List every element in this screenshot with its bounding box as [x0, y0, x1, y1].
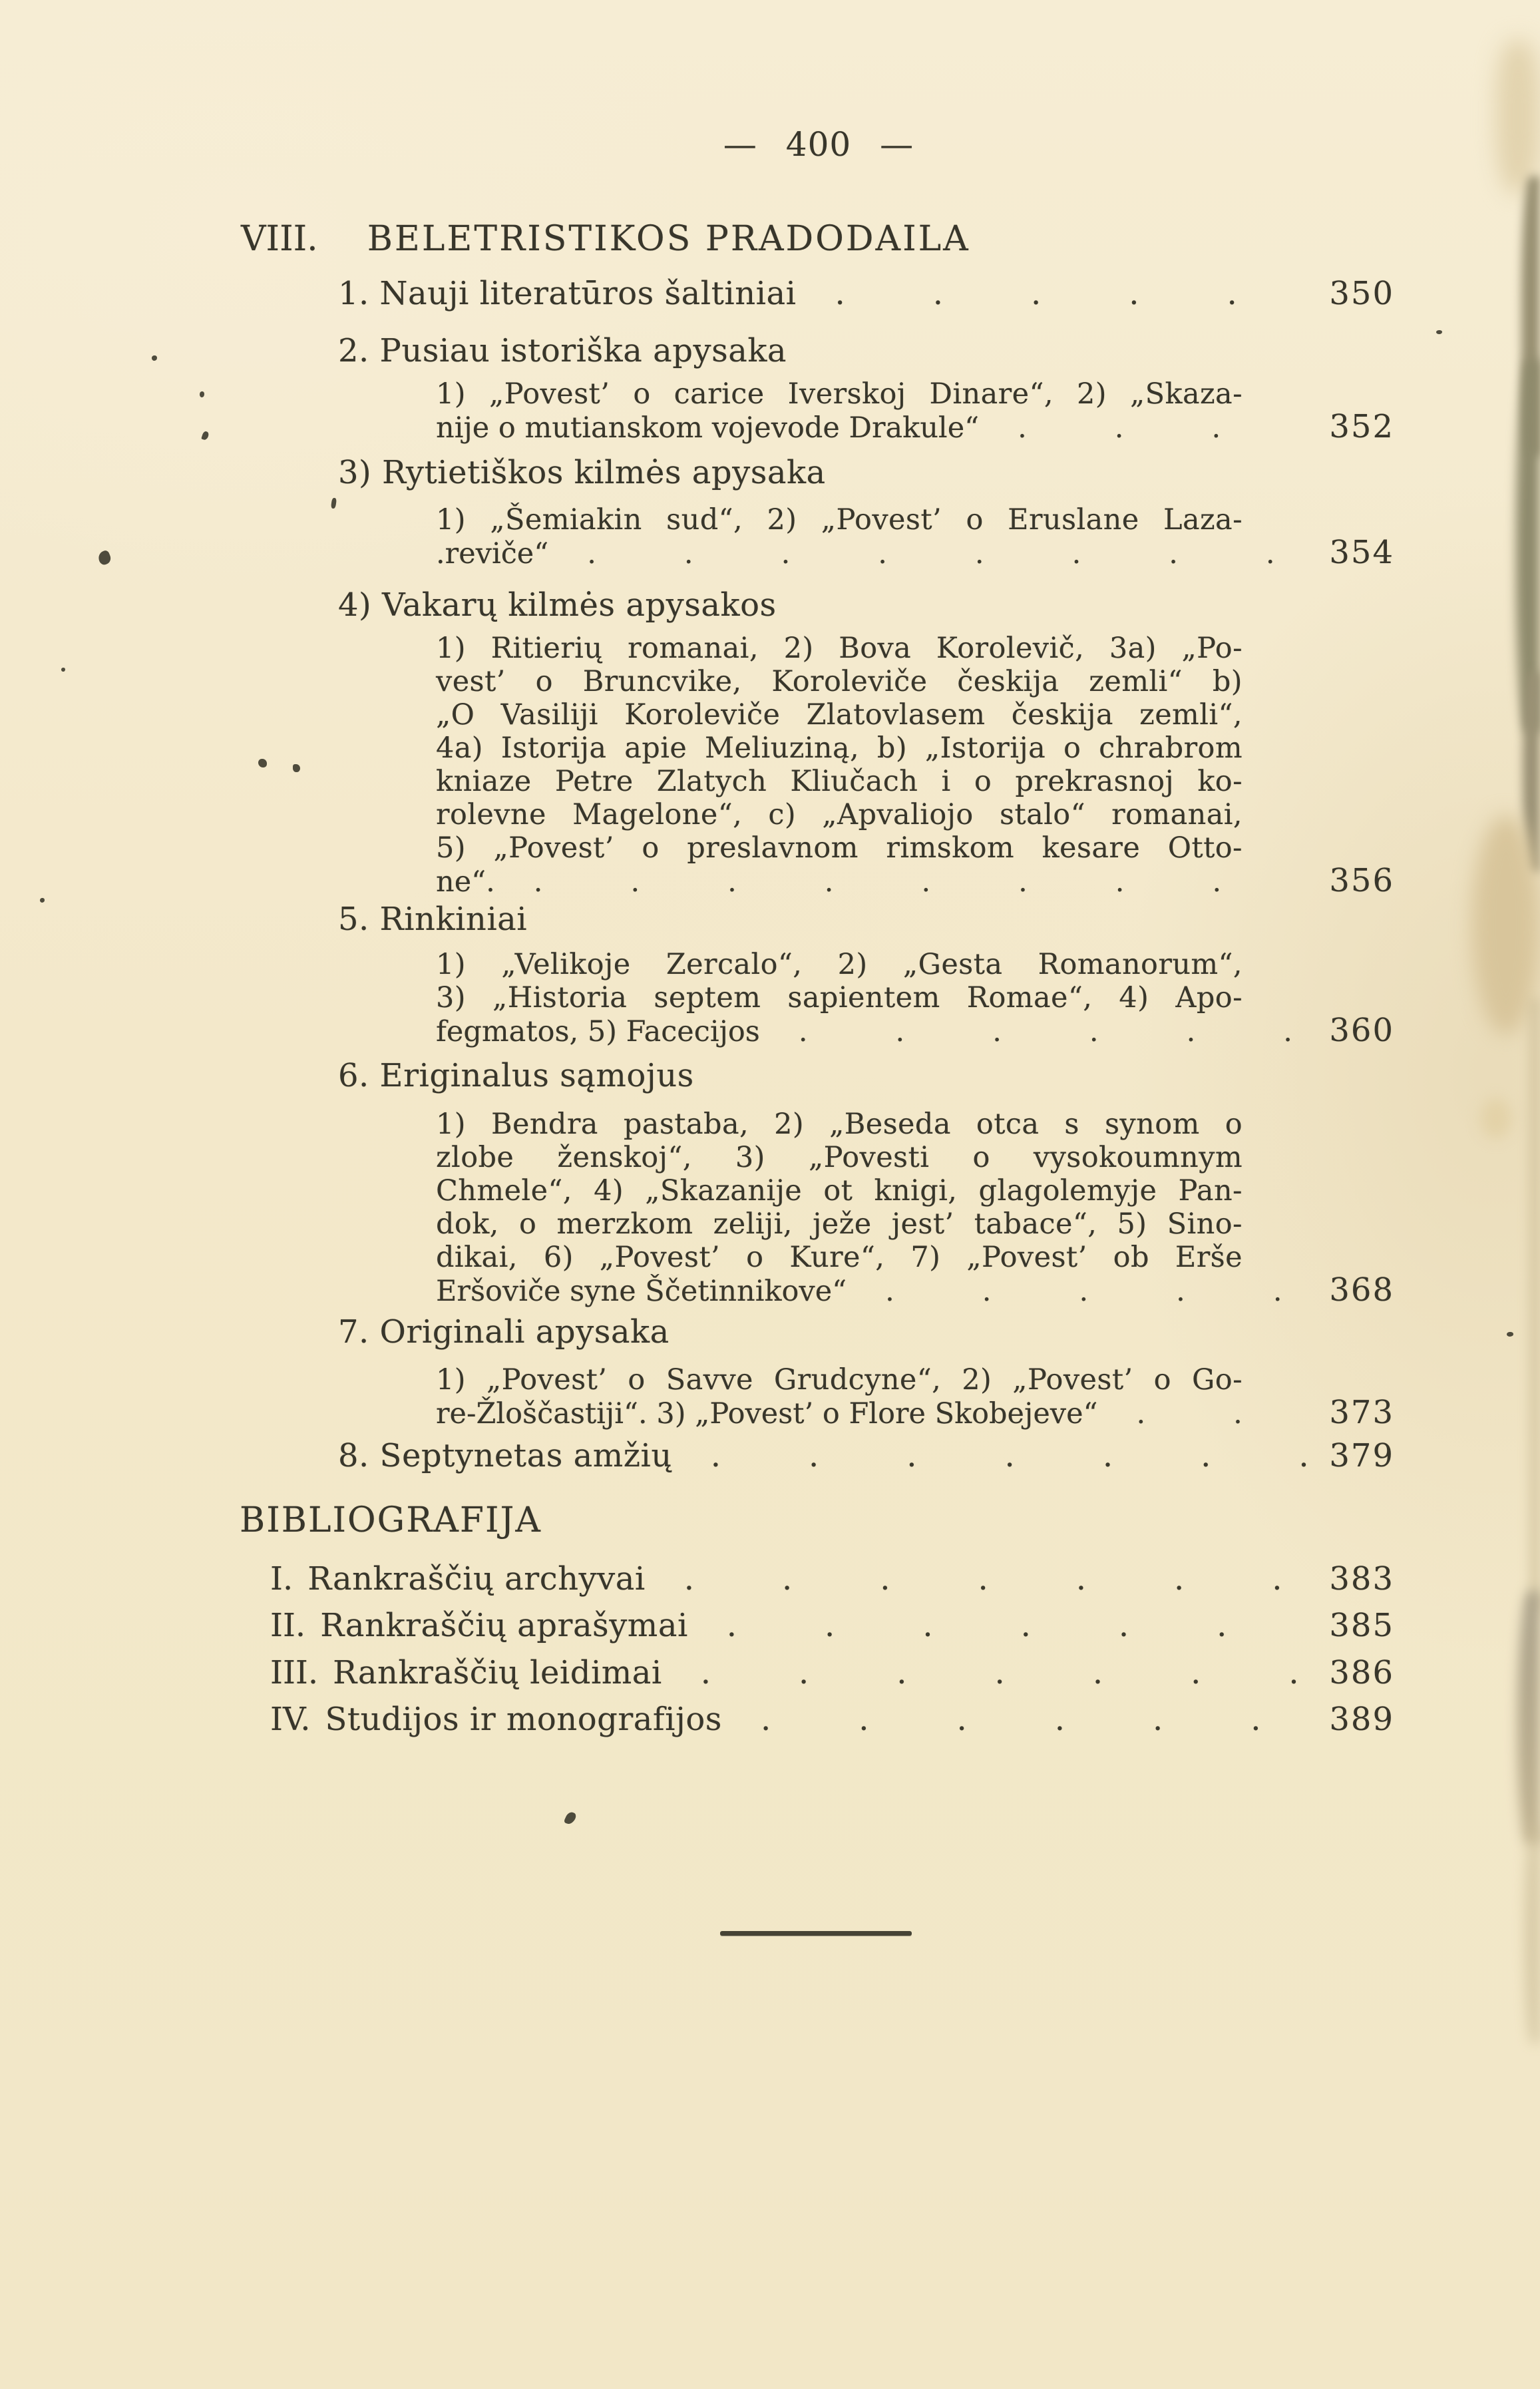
toc-subentry-text: Eršoviče syne Ščetinnikove“: [436, 1275, 847, 1308]
page-edge-stain: [1472, 815, 1540, 1035]
page-ref: 389: [1329, 1701, 1394, 1738]
toc-subentry-lastline: [436, 1394, 1394, 1431]
dot-leader: [885, 1275, 1310, 1308]
toc-entry: [338, 1057, 1394, 1094]
toc-subentry-text: fegmatos, 5) Facecijos: [436, 1015, 760, 1048]
page-ref: 350: [1329, 275, 1394, 312]
toc-entry-label: 3) Rytietiškos kilmės apysaka: [338, 454, 826, 491]
toc-subentry-text: nije o mutianskom vojevode Drakule“: [436, 411, 980, 445]
ink-speck: [40, 898, 45, 903]
dot-leader: [701, 1657, 1311, 1689]
dot-leader: [534, 865, 1311, 899]
ink-speck: [96, 549, 112, 566]
toc-subentry-block: [436, 632, 1394, 898]
page-edge-stain: [1481, 1098, 1511, 1138]
bibliography-entry: [270, 1607, 1394, 1644]
toc-entry: [338, 586, 1394, 624]
bibliography-entry-label: Rankraščių archyvai: [307, 1560, 646, 1598]
ink-speck: [1507, 1332, 1513, 1337]
toc-subentry-line: 1) „Povest’ o Savve Grudcyne“, 2) „Povest’ o Go-: [436, 1363, 1243, 1397]
toc-entry: [338, 454, 1394, 491]
toc-subentry-lastline: [436, 1014, 1394, 1048]
toc-subentry-line: dikai, 6) „Povest’ o Kure“, 7) „Povest’ ob Erše: [436, 1241, 1243, 1274]
dot-leader: [711, 1440, 1311, 1472]
dot-leader: [727, 1610, 1311, 1641]
toc-entry: [338, 332, 1394, 369]
toc-entry-label: 4) Vakarų kilmės apysakos: [338, 586, 777, 624]
bibliography-entry-numeral: I.: [270, 1560, 293, 1598]
toc-subentry-text: re-Žloščastiji“. 3) „Povest’ o Flore Skobejeve“: [436, 1397, 1098, 1430]
page-ref: 360: [1329, 1012, 1394, 1049]
ink-speck: [200, 391, 204, 397]
toc-subentry-line: rolevne Magelone“, c) „Apvaliojo stalo“ romanai,: [436, 798, 1243, 831]
dot-leader: [587, 537, 1310, 570]
dot-leader: [684, 1563, 1311, 1595]
page-ref: 379: [1329, 1437, 1394, 1474]
toc-entry-label: 5. Rinkiniai: [338, 901, 528, 938]
toc-subentry-line: Chmele“, 4) „Skazanije ot knigi, glagolemyje Pan-: [436, 1174, 1243, 1207]
bibliography-entry: [270, 1560, 1394, 1598]
chapter-title: BELETRISTIKOS PRADODAILA: [367, 219, 970, 259]
page-edge-shadow: [1517, 1591, 1540, 1844]
page-edge-shadow: [1496, 40, 1540, 193]
dot-leader: [835, 278, 1310, 310]
dot-leader: [1137, 1397, 1311, 1430]
chapter-heading: [241, 219, 970, 259]
toc-subentry-block: [436, 948, 1394, 1048]
page-edge-shadow: [1521, 176, 1540, 456]
bibliography-entry-label: Studijos ir monografijos: [325, 1701, 722, 1738]
toc-subentry-text: ne“.: [436, 865, 495, 899]
ink-speck: [201, 431, 210, 441]
page-ref: 352: [1329, 408, 1394, 445]
toc-subentry-lastline: [436, 862, 1394, 899]
toc-subentry-line: 1) „Velikoje Zercalo“, 2) „Gesta Romanorum“,: [436, 948, 1243, 981]
bibliography-entry-numeral: III.: [270, 1654, 319, 1691]
ink-speck: [152, 355, 157, 361]
bibliography-heading: BIBLIOGRAFIJA: [240, 1500, 542, 1540]
toc-subentry-line: 1) Ritierių romanai, 2) Bova Korolevič, 3a) „Po-: [436, 632, 1243, 665]
toc-entry: [338, 901, 1394, 938]
bibliography-entry-numeral: IV.: [270, 1701, 311, 1738]
ink-speck: [1436, 330, 1442, 334]
ink-speck: [258, 759, 267, 767]
page-edge-shadow: [1530, 998, 1540, 1611]
toc-subentry-lastline: [436, 534, 1394, 571]
toc-subentry-line: 5) „Povest’ o preslavnom rimskom kesare Otto-: [436, 831, 1243, 865]
ink-speck: [331, 498, 337, 509]
toc-subentry-block: [436, 1108, 1394, 1307]
toc-subentry-line: dok, o merzkom zeliji, ježe jest’ tabace“, 5) Sino-: [436, 1207, 1243, 1241]
page-edge-shadow: [1516, 359, 1540, 732]
toc-subentry-lastline: [436, 408, 1394, 445]
page-ref: 385: [1329, 1607, 1394, 1644]
toc-subentry-line: zlobe ženskoj“, 3) „Povesti o vysokoumnym: [436, 1141, 1243, 1174]
page-ref: 386: [1329, 1654, 1394, 1691]
toc-subentry-line: kniaze Petre Zlatych Kliučach i o prekrasnoj ko-: [436, 765, 1243, 798]
chapter-numeral: VIII.: [241, 219, 318, 259]
dot-leader: [761, 1703, 1310, 1735]
page-ref: 373: [1329, 1394, 1394, 1431]
toc-subentry-line: 1) „Povest’ o carice Iverskoj Dinare“, 2) „Skaza-: [436, 377, 1243, 411]
divider-rule: [720, 1931, 912, 1936]
toc-subentry-line: vest’ o Bruncvike, Koroleviče českija zemli“ b): [436, 665, 1243, 698]
ink-speck: [61, 668, 65, 672]
toc-subentry-line: „O Vasiliji Koroleviče Zlatovlasem českija zemli“,: [436, 698, 1243, 732]
ink-speck: [293, 764, 300, 772]
ink-speck: [564, 1811, 578, 1826]
bibliography-entry: [270, 1701, 1394, 1738]
toc-subentry-lastline: [436, 1271, 1394, 1309]
page-edge-shadow: [1523, 672, 1540, 872]
toc-entry: [338, 275, 1394, 312]
page-ref: 354: [1329, 534, 1394, 571]
toc-entry-label: 6. Eriginalus sąmojus: [338, 1057, 694, 1094]
bibliography-entry: [270, 1654, 1394, 1691]
toc-subentry-line: 3) „Historia septem sapientem Romae“, 4) Apo-: [436, 981, 1243, 1014]
toc-subentry-text: .reviče“: [436, 537, 549, 570]
page-ref: 368: [1329, 1271, 1394, 1309]
running-head-page-number: — 400 —: [723, 125, 914, 164]
bibliography-entry-label: Rankraščių leidimai: [333, 1654, 662, 1691]
toc-subentry-line: 1) „Šemiakin sud“, 2) „Povest’ o Eruslane Laza-: [436, 503, 1243, 537]
page-ref: 356: [1329, 862, 1394, 899]
toc-subentry-block: [436, 1363, 1394, 1430]
bibliography-entry-label: Rankraščių aprašymai: [320, 1607, 688, 1644]
toc-entry: [338, 1437, 1394, 1474]
dot-leader: [1018, 411, 1310, 445]
dot-leader: [799, 1015, 1310, 1048]
page-edge-shadow: [1525, 1824, 1540, 2044]
page-ref: 383: [1329, 1560, 1394, 1598]
toc-subentry-block: [436, 377, 1394, 444]
toc-entry-label: 2. Pusiau istoriška apysaka: [338, 332, 787, 369]
bibliography-entry-numeral: II.: [270, 1607, 306, 1644]
toc-subentry-block: [436, 503, 1394, 570]
toc-subentry-line: 1) Bendra pastaba, 2) „Beseda otca s synom o: [436, 1108, 1243, 1141]
toc-entry: [338, 1313, 1394, 1351]
toc-entry-label: 8. Septynetas amžių: [338, 1437, 672, 1474]
toc-entry-label: 7. Originali apysaka: [338, 1313, 670, 1351]
toc-entry-label: 1. Nauji literatūros šaltiniai: [338, 275, 797, 312]
toc-subentry-line: 4a) Istorija apie Meliuziną, b) „Istorija o chrabrom: [436, 732, 1243, 765]
